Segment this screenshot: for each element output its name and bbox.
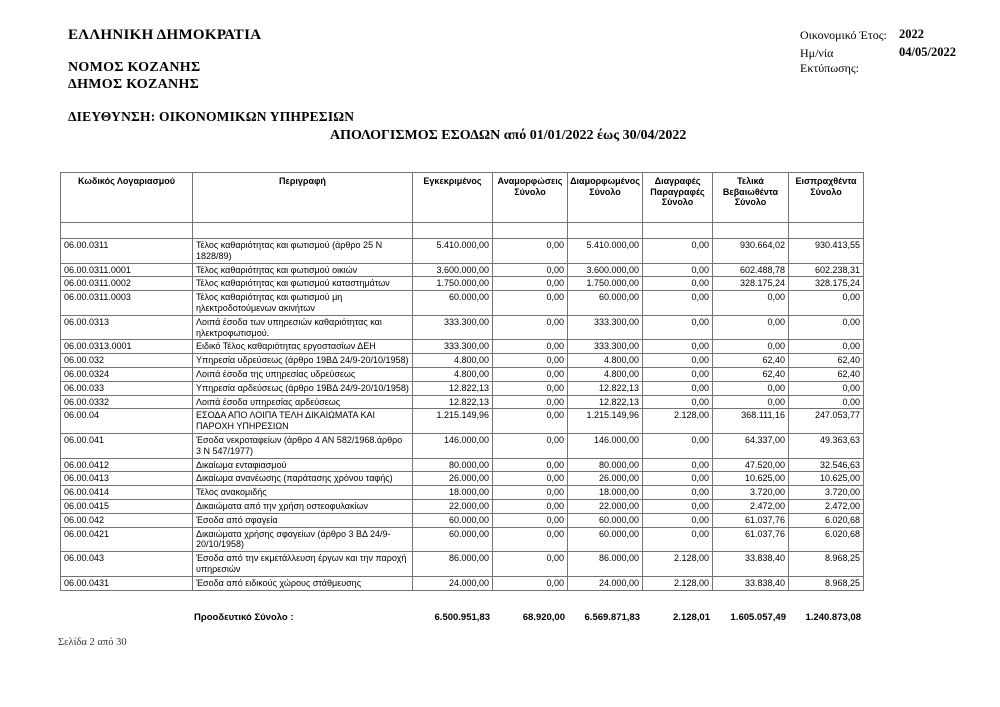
- table-row: [61, 340, 864, 354]
- amount-cell: 62,40: [789, 354, 864, 368]
- amount-cell: 64.337,00: [713, 433, 789, 458]
- account-code-cell: 06.00.0413: [61, 472, 193, 486]
- amount-cell: 0,00: [493, 315, 568, 340]
- empty-cell: [493, 223, 568, 239]
- amount-cell: 1.750.000,00: [568, 277, 643, 291]
- amount-cell: 0,00: [643, 354, 713, 368]
- account-code-cell: 06.00.032: [61, 354, 193, 368]
- amount-cell: 22.000,00: [413, 499, 493, 513]
- description-cell: Έσοδα από την εκμετάλλευση έργων και την παροχή υπηρεσιών: [193, 552, 413, 577]
- amount-cell: 47.520,00: [713, 458, 789, 472]
- account-code-cell: 06.00.042: [61, 513, 193, 527]
- amount-cell: 0,00: [493, 354, 568, 368]
- amount-cell: 2.128,00: [643, 409, 713, 434]
- amount-cell: 24.000,00: [413, 576, 493, 590]
- amount-cell: 62,40: [713, 354, 789, 368]
- amount-cell: 0,00: [789, 381, 864, 395]
- table-row: [61, 499, 864, 513]
- table-row: [61, 239, 864, 264]
- amount-cell: 0,00: [643, 340, 713, 354]
- org-prefecture: ΝΟΜΟΣ ΚΟΖΑΝΗΣ: [68, 60, 201, 75]
- amount-cell: 0,00: [643, 527, 713, 552]
- amount-cell: 32.546,63: [789, 458, 864, 472]
- amount-cell: 0,00: [643, 513, 713, 527]
- amount-cell: 0,00: [643, 315, 713, 340]
- empty-spacer-row: [61, 223, 864, 239]
- amount-cell: 2.128,00: [643, 552, 713, 577]
- amount-cell: 333.300,00: [413, 340, 493, 354]
- amount-cell: 12.822,13: [413, 395, 493, 409]
- account-code-cell: 06.00.0311.0003: [61, 291, 193, 316]
- description-cell: Δικαιώματα από την χρήση οστεοφυλακίων: [193, 499, 413, 513]
- description-cell: Έσοδα από σφαγεία: [193, 513, 413, 527]
- column-header-account-code: Κωδικός Λογαριασμού: [61, 173, 193, 223]
- empty-cell: [789, 223, 864, 239]
- amount-cell: 3.720,00: [713, 486, 789, 500]
- description-cell: Τέλος καθαριότητας και φωτισμού καταστημάτων: [193, 277, 413, 291]
- account-code-cell: 06.00.0324: [61, 367, 193, 381]
- table-row: [61, 486, 864, 500]
- amount-cell: 0,00: [643, 433, 713, 458]
- account-code-cell: 06.00.043: [61, 552, 193, 577]
- account-code-cell: 06.00.0313.0001: [61, 340, 193, 354]
- column-header-approved: Εγκεκριμένος: [413, 173, 493, 223]
- description-cell: Δικαίωμα ανανέωσης (παράτασης χρόνου ταφής): [193, 472, 413, 486]
- account-code-cell: 06.00.0415: [61, 499, 193, 513]
- account-code-cell: 06.00.0313: [61, 315, 193, 340]
- print-date-value: 04/05/2022: [899, 45, 956, 59]
- table-header-row: [61, 173, 864, 223]
- amount-cell: 0,00: [643, 458, 713, 472]
- account-code-cell: 06.00.0311.0001: [61, 263, 193, 277]
- table-row: [61, 354, 864, 368]
- amount-cell: 0,00: [493, 239, 568, 264]
- description-cell: Τέλος καθαριότητας και φωτισμού (άρθρο 25 Ν 1828/89): [193, 239, 413, 264]
- table-row: [61, 458, 864, 472]
- description-cell: Δικαίωμα ενταφιασμού: [193, 458, 413, 472]
- account-code-cell: 06.00.0431: [61, 576, 193, 590]
- amount-cell: 0,00: [789, 395, 864, 409]
- table-row: [61, 552, 864, 577]
- table-row: [61, 291, 864, 316]
- account-code-cell: 06.00.0421: [61, 527, 193, 552]
- amount-cell: 61.037,76: [713, 527, 789, 552]
- amount-cell: 22.000,00: [568, 499, 643, 513]
- amount-cell: 2.472,00: [789, 499, 864, 513]
- description-cell: Τέλος καθαριότητας και φωτισμού οικιών: [193, 263, 413, 277]
- amount-cell: 146.000,00: [413, 433, 493, 458]
- amount-cell: 6.020,68: [789, 527, 864, 552]
- amount-cell: 3.600.000,00: [413, 263, 493, 277]
- amount-cell: 333.300,00: [413, 315, 493, 340]
- amount-cell: 0,00: [493, 433, 568, 458]
- account-code-cell: 06.00.04: [61, 409, 193, 434]
- amount-cell: 8.968,25: [789, 552, 864, 577]
- amount-cell: 333.300,00: [568, 315, 643, 340]
- amount-cell: 33.838,40: [713, 576, 789, 590]
- amount-cell: 0,00: [643, 486, 713, 500]
- amount-cell: 0,00: [643, 263, 713, 277]
- print-date-label: Ημ/νία Εκτύπωσης:: [800, 46, 859, 75]
- amount-cell: 60.000,00: [568, 291, 643, 316]
- amount-cell: 60.000,00: [568, 527, 643, 552]
- amount-cell: 930.664,02: [713, 239, 789, 264]
- table-row: [61, 263, 864, 277]
- amount-cell: 930.413,55: [789, 239, 864, 264]
- report-title: ΑΠΟΛΟΓΙΣΜΟΣ ΕΣΟΔΩΝ από 01/01/2022 έως 30/04/2022: [330, 128, 687, 143]
- amount-cell: 60.000,00: [413, 513, 493, 527]
- amount-cell: 0,00: [493, 552, 568, 577]
- amount-cell: 18.000,00: [568, 486, 643, 500]
- column-header-final-certified-total: Τελικά Βεβαιωθέντα Σύνολο: [713, 173, 789, 223]
- amount-cell: 0,00: [493, 395, 568, 409]
- description-cell: Ειδικό Τέλος καθαριότητας εργοστασίων ΔΕΗ: [193, 340, 413, 354]
- amount-cell: 10.625,00: [713, 472, 789, 486]
- amount-cell: 4.800,00: [568, 354, 643, 368]
- amount-cell: 0,00: [789, 340, 864, 354]
- amount-cell: 26.000,00: [413, 472, 493, 486]
- table-row: [61, 367, 864, 381]
- amount-cell: 0,00: [789, 315, 864, 340]
- amount-cell: 61.037,76: [713, 513, 789, 527]
- totals-value-formed: 6.569.871,83: [584, 611, 640, 623]
- table-row: [61, 576, 864, 590]
- amount-cell: 0,00: [713, 395, 789, 409]
- description-cell: Υπηρεσία υδρεύσεως (άρθρο 19ΒΔ 24/9-20/10/1958): [193, 354, 413, 368]
- description-cell: Δικαιώματα χρήσης σφαγείων (άρθρο 3 ΒΔ 24/9-20/10/1958): [193, 527, 413, 552]
- column-header-collected-total: Εισπραχθέντα Σύνολο: [789, 173, 864, 223]
- org-municipality: ΔΗΜΟΣ ΚΟΖΑΝΗΣ: [68, 77, 200, 92]
- amount-cell: 0,00: [643, 395, 713, 409]
- org-country: ΕΛΛΗΝΙΚΗ ΔΗΜΟΚΡΑΤΙΑ: [68, 27, 262, 43]
- amount-cell: 3.600.000,00: [568, 263, 643, 277]
- amount-cell: 602.238,31: [789, 263, 864, 277]
- empty-cell: [713, 223, 789, 239]
- account-code-cell: 06.00.0332: [61, 395, 193, 409]
- amount-cell: 0,00: [493, 409, 568, 434]
- amount-cell: 247.053,77: [789, 409, 864, 434]
- amount-cell: 12.822,13: [568, 381, 643, 395]
- totals-value-revisions: 68.920,00: [522, 611, 565, 623]
- amount-cell: 0,00: [493, 340, 568, 354]
- amount-cell: 0,00: [493, 576, 568, 590]
- amount-cell: 1.215.149,96: [413, 409, 493, 434]
- amount-cell: 146.000,00: [568, 433, 643, 458]
- amount-cell: 0,00: [643, 367, 713, 381]
- account-code-cell: 06.00.0412: [61, 458, 193, 472]
- report-table-body: [61, 223, 864, 591]
- table-row: [61, 527, 864, 552]
- description-cell: Έσοδα από ειδικούς χώρους στάθμευσης: [193, 576, 413, 590]
- amount-cell: 18.000,00: [413, 486, 493, 500]
- amount-cell: 6.020,68: [789, 513, 864, 527]
- amount-cell: 5.410.000,00: [568, 239, 643, 264]
- amount-cell: 49.363,63: [789, 433, 864, 458]
- amount-cell: 0,00: [493, 527, 568, 552]
- column-header-writeoffs-total: Διαγραφές Παραγραφές Σύνολο: [643, 173, 713, 223]
- amount-cell: 0,00: [493, 381, 568, 395]
- amount-cell: 33.838,40: [713, 552, 789, 577]
- amount-cell: 12.822,13: [413, 381, 493, 395]
- table-row: [61, 472, 864, 486]
- amount-cell: 60.000,00: [568, 513, 643, 527]
- amount-cell: 0,00: [789, 291, 864, 316]
- amount-cell: 0,00: [643, 499, 713, 513]
- empty-cell: [61, 223, 193, 239]
- amount-cell: 62,40: [789, 367, 864, 381]
- amount-cell: 10.625,00: [789, 472, 864, 486]
- amount-cell: 0,00: [713, 291, 789, 316]
- description-cell: Έσοδα νεκροταφείων (άρθρο 4 ΑΝ 582/1968.άρθρο 3 Ν 547/1977): [193, 433, 413, 458]
- table-row: [61, 381, 864, 395]
- amount-cell: 0,00: [643, 472, 713, 486]
- amount-cell: 60.000,00: [413, 291, 493, 316]
- amount-cell: 26.000,00: [568, 472, 643, 486]
- description-cell: Τέλος ανακομιδής: [193, 486, 413, 500]
- table-row: [61, 433, 864, 458]
- amount-cell: 602.488,78: [713, 263, 789, 277]
- column-header-revisions-total: Αναμορφώσεις Σύνολο: [493, 173, 568, 223]
- amount-cell: 0,00: [493, 277, 568, 291]
- amount-cell: 86.000,00: [413, 552, 493, 577]
- table-row: [61, 395, 864, 409]
- totals-value-approved: 6.500.951,83: [434, 611, 490, 623]
- amount-cell: 4.800,00: [413, 367, 493, 381]
- amount-cell: 0,00: [493, 472, 568, 486]
- amount-cell: 8.968,25: [789, 576, 864, 590]
- amount-cell: 4.800,00: [568, 367, 643, 381]
- column-header-description: Περιγραφή: [193, 173, 413, 223]
- amount-cell: 1.750.000,00: [413, 277, 493, 291]
- amount-cell: 0,00: [493, 458, 568, 472]
- totals-value-certified: 1.605.057,49: [730, 611, 786, 623]
- amount-cell: 0,00: [493, 513, 568, 527]
- empty-cell: [193, 223, 413, 239]
- description-cell: Λοιπά έσοδα των υπηρεσιών καθαριότητας και ηλεκτροφωτισμού.: [193, 315, 413, 340]
- amount-cell: 328.175,24: [789, 277, 864, 291]
- amount-cell: 80.000,00: [413, 458, 493, 472]
- empty-cell: [568, 223, 643, 239]
- department-line: ΔΙΕΥΘΥΝΣΗ: ΟΙΚΟΝΟΜΙΚΩΝ ΥΠΗΡΕΣΙΩΝ: [68, 109, 355, 124]
- amount-cell: 86.000,00: [568, 552, 643, 577]
- progressive-total-row: [60, 612, 863, 623]
- amount-cell: 0,00: [643, 277, 713, 291]
- account-code-cell: 06.00.0414: [61, 486, 193, 500]
- fiscal-year-value: 2022: [899, 27, 924, 41]
- table-row: [61, 277, 864, 291]
- fiscal-year-label: Οικονομικό Έτος:: [800, 28, 887, 42]
- amount-cell: 0,00: [493, 291, 568, 316]
- amount-cell: 60.000,00: [413, 527, 493, 552]
- amount-cell: 368.111,16: [713, 409, 789, 434]
- amount-cell: 1.215.149,96: [568, 409, 643, 434]
- column-header-formed-total: Διαμορφωμένος Σύνολο: [568, 173, 643, 223]
- amount-cell: 0,00: [713, 381, 789, 395]
- amount-cell: 0,00: [493, 263, 568, 277]
- account-code-cell: 06.00.0311: [61, 239, 193, 264]
- report-table-section: [60, 172, 863, 648]
- table-row: [61, 315, 864, 340]
- amount-cell: 0,00: [713, 315, 789, 340]
- account-code-cell: 06.00.033: [61, 381, 193, 395]
- amount-cell: 0,00: [493, 499, 568, 513]
- totals-value-writeoffs: 2.128,01: [673, 611, 710, 623]
- amount-cell: 5.410.000,00: [413, 239, 493, 264]
- totals-value-collected: 1.240.873,08: [805, 611, 861, 623]
- amount-cell: 4.800,00: [413, 354, 493, 368]
- amount-cell: 0,00: [643, 291, 713, 316]
- table-row: [61, 513, 864, 527]
- description-cell: Υπηρεσία αρδεύσεως (άρθρο 19ΒΔ 24/9-20/10/1958): [193, 381, 413, 395]
- amount-cell: 0,00: [643, 381, 713, 395]
- account-code-cell: 06.00.041: [61, 433, 193, 458]
- account-code-cell: 06.00.0311.0002: [61, 277, 193, 291]
- page-indicator: Σελίδα 2 από 30: [58, 636, 127, 648]
- amount-cell: 0,00: [493, 486, 568, 500]
- description-cell: Λοιπά έσοδα υπηρεσίας αρδεύσεως: [193, 395, 413, 409]
- amount-cell: 0,00: [643, 239, 713, 264]
- amount-cell: 328.175,24: [713, 277, 789, 291]
- table-row: [61, 409, 864, 434]
- amount-cell: 80.000,00: [568, 458, 643, 472]
- amount-cell: 3.720,00: [789, 486, 864, 500]
- progressive-total-label: Προοδευτικό Σύνολο :: [194, 611, 294, 623]
- empty-cell: [643, 223, 713, 239]
- amount-cell: 24.000,00: [568, 576, 643, 590]
- amount-cell: 333.300,00: [568, 340, 643, 354]
- amount-cell: 62,40: [713, 367, 789, 381]
- report-table: [60, 172, 864, 591]
- amount-cell: 2.128,00: [643, 576, 713, 590]
- description-cell: ΕΣΟΔΑ ΑΠΟ ΛΟΙΠΑ ΤΕΛΗ ΔΙΚΑΙΩΜΑΤΑ ΚΑΙ ΠΑΡΟΧΗ ΥΠΗΡΕΣΙΩΝ: [193, 409, 413, 434]
- amount-cell: 0,00: [713, 340, 789, 354]
- description-cell: Τέλος καθαριότητας και φωτισμού μη ηλεκτροδοτούμενων ακινήτων: [193, 291, 413, 316]
- description-cell: Λοιπά έσοδα της υπηρεσίας υδρεύσεως: [193, 367, 413, 381]
- amount-cell: 2.472,00: [713, 499, 789, 513]
- amount-cell: 12.822,13: [568, 395, 643, 409]
- amount-cell: 0,00: [493, 367, 568, 381]
- empty-cell: [413, 223, 493, 239]
